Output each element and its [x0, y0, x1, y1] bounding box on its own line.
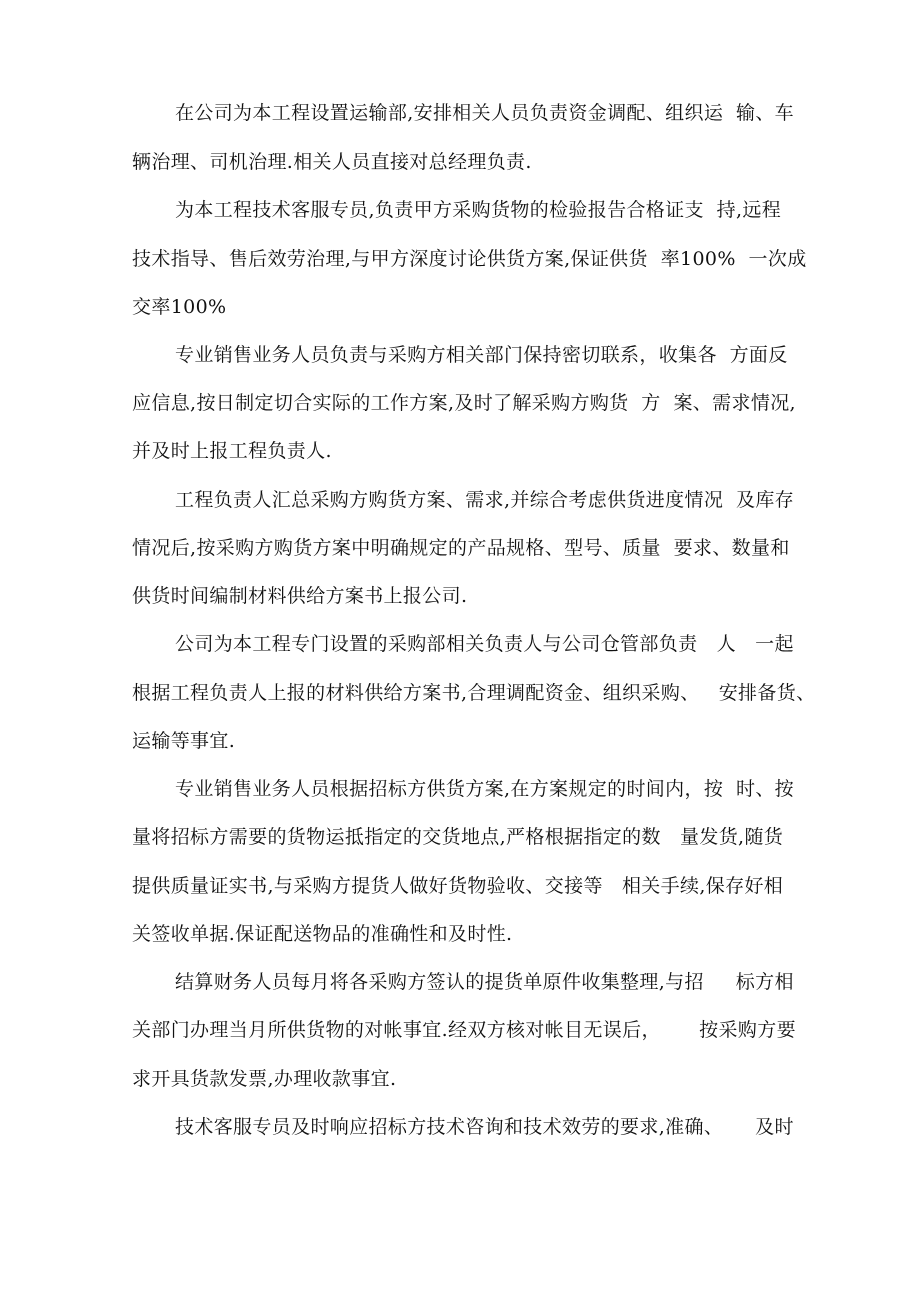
paragraph-6-line-1: 专业销售业务人员根据招标方供货方案,在方案规定的时间内，按 时、按	[175, 778, 795, 800]
paragraph-7-line-2: 关部门办理当月所供货物的对帐事宜.经双方核对帐目无误后， 按采购方要	[132, 1019, 796, 1041]
paragraph-6-line-4: 关签收单据.保证配送物品的准确性和及时性.	[132, 923, 513, 945]
paragraph-5-line-3: 运输等事宜.	[132, 730, 236, 752]
paragraph-8-line-1: 技术客服专员及时响应招标方技术咨询和技术效劳的要求,准确、 及时	[175, 1116, 794, 1138]
paragraph-4-line-1: 工程负责人汇总采购方购货方案、需求,并综合考虑供货进度情况 及库存	[175, 489, 795, 511]
paragraph-5-line-2: 根据工程负责人上报的材料供给方案书,合理调配资金、组织采购、 安排备货、	[132, 682, 816, 704]
paragraph-5-line-1: 公司为本工程专门设置的采购部相关负责人与公司仓管部负责 人 一起	[175, 633, 794, 655]
paragraph-3-line-1: 专业销售业务人员负责与采购方相关部门保持密切联系，收集各 方面反	[175, 344, 788, 366]
paragraph-3-line-3: 并及时上报工程负责人.	[132, 440, 332, 462]
paragraph-4-line-3: 供货时间编制材料供给方案书上报公司.	[132, 585, 468, 607]
paragraph-4-line-2: 情况后,按采购方购货方案中明确规定的产品规格、型号、质量 要求、数量和	[132, 537, 790, 559]
paragraph-1-line-2: 辆治理、司机治理.相关人员直接对总经理负责.	[132, 151, 532, 173]
paragraph-2-line-1: 为本工程技术客服专员,负责甲方采购货物的检验报告合格证支 持,远程	[175, 199, 782, 221]
paragraph-1-line-1: 在公司为本工程设置运输部,安排相关人员负责资金调配、组织运 输、车	[175, 102, 795, 124]
paragraph-2-line-2: 技术指导、售后效劳治理,与甲方深度讨论供货方案,保证供货 率100% 一次成	[132, 248, 807, 270]
paragraph-6-line-2: 量将招标方需要的货物运抵指定的交货地点,严格根据指定的数 量发货,随货	[132, 826, 784, 848]
paragraph-7-line-3: 求开具货款发票,办理收款事宜.	[132, 1068, 397, 1090]
paragraph-3-line-2: 应信息,按日制定切合实际的工作方案,及时了解采购方购货 方 案、需求情况,	[132, 392, 796, 414]
paragraph-6-line-3: 提供质量证实书,与采购方提货人做好货物验收、交接等 相关手续,保存好相	[132, 875, 784, 897]
paragraph-7-line-1: 结算财务人员每月将各采购方签认的提货单原件收集整理,与招 标方相	[175, 971, 794, 993]
paragraph-2-line-3: 交率100%	[132, 296, 227, 318]
